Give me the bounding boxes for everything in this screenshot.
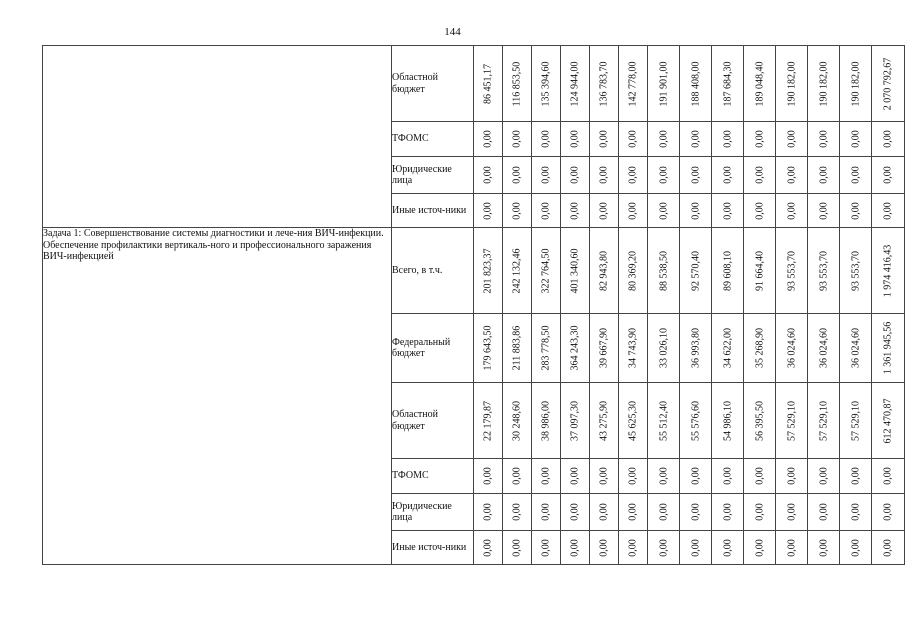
value-cell	[532, 383, 561, 459]
value-cell	[680, 194, 712, 228]
value-cell	[712, 494, 744, 531]
value-text: 0,00	[882, 201, 894, 220]
value-text: 0,00	[722, 130, 733, 148]
value-text: 1 974 416,43	[882, 244, 894, 297]
value-cell	[474, 228, 503, 314]
value-cell	[744, 194, 776, 228]
funding-source-label: Иные источ-ники	[392, 194, 474, 228]
value-cell	[532, 531, 561, 565]
value-text: 0,00	[569, 503, 581, 521]
value-text: 0,00	[818, 130, 829, 148]
value-text: 0,00	[722, 538, 733, 557]
value-text: 22 179,87	[482, 400, 494, 441]
value-text: 0,00	[850, 467, 861, 485]
table-row	[43, 228, 905, 314]
value-cell	[712, 459, 744, 494]
value-cell	[744, 459, 776, 494]
value-text: 38 986,00	[540, 400, 552, 441]
value-cell	[590, 46, 619, 122]
value-text: 0,00	[690, 166, 701, 184]
value-text: 33 026,10	[658, 328, 669, 368]
value-cell	[712, 314, 744, 383]
value-cell	[776, 383, 808, 459]
value-text: 0,00	[627, 130, 639, 148]
value-cell	[532, 46, 561, 122]
value-text: 36 993,80	[690, 328, 701, 368]
value-text: 0,00	[754, 503, 765, 521]
value-text: 116 853,50	[511, 61, 523, 106]
value-cell	[744, 122, 776, 157]
value-text: 0,00	[511, 538, 523, 557]
value-text: 0,00	[786, 201, 797, 220]
value-cell	[776, 46, 808, 122]
value-text: 36 024,60	[818, 328, 829, 368]
value-cell	[680, 228, 712, 314]
value-cell	[561, 122, 590, 157]
value-text: 211 883,86	[511, 325, 523, 371]
value-text: 0,00	[722, 503, 733, 521]
value-text: 0,00	[569, 467, 581, 485]
value-text: 0,00	[598, 503, 610, 521]
value-cell	[619, 459, 648, 494]
value-text: 43 275,90	[598, 400, 610, 441]
value-cell	[503, 531, 532, 565]
value-cell	[648, 194, 680, 228]
value-cell	[680, 531, 712, 565]
value-text: 0,00	[511, 166, 523, 184]
value-text: 88 538,50	[658, 250, 669, 291]
value-cell	[712, 531, 744, 565]
value-text: 0,00	[540, 538, 552, 557]
value-text: 0,00	[882, 538, 894, 557]
value-cell	[532, 459, 561, 494]
value-cell	[776, 157, 808, 194]
value-cell	[619, 531, 648, 565]
value-text: 0,00	[658, 201, 669, 220]
value-text: 0,00	[882, 166, 894, 184]
value-text: 0,00	[882, 503, 894, 521]
value-cell	[648, 459, 680, 494]
value-text: 0,00	[598, 467, 610, 485]
value-text: 0,00	[482, 538, 494, 557]
value-text: 0,00	[690, 467, 701, 485]
value-text: 190 182,00	[850, 61, 861, 106]
value-cell	[744, 531, 776, 565]
value-cell	[840, 194, 872, 228]
value-cell	[474, 459, 503, 494]
value-text: 0,00	[786, 467, 797, 485]
task-description: Задача 1: Совершенствование системы диагностики и лече-ния ВИЧ-инфекции. Обеспечение профилактики вертикаль-ного и профессионального заражения ВИЧ-инфекцией	[43, 228, 392, 565]
value-cell	[503, 314, 532, 383]
value-cell	[872, 46, 905, 122]
value-cell	[744, 157, 776, 194]
value-cell	[872, 459, 905, 494]
value-text: 36 024,60	[850, 328, 861, 368]
value-text: 0,00	[511, 130, 523, 148]
value-text: 0,00	[818, 538, 829, 557]
funding-source-label: Всего, в т.ч.	[392, 228, 474, 314]
value-text: 0,00	[690, 503, 701, 521]
value-cell	[872, 228, 905, 314]
value-text: 0,00	[658, 130, 669, 148]
value-text: 0,00	[540, 201, 552, 220]
value-text: 0,00	[786, 503, 797, 521]
value-text: 0,00	[482, 201, 494, 220]
value-cell	[532, 157, 561, 194]
value-cell	[648, 383, 680, 459]
value-text: 0,00	[850, 130, 861, 148]
value-cell	[840, 459, 872, 494]
value-cell	[503, 122, 532, 157]
value-text: 0,00	[627, 538, 639, 557]
value-cell	[712, 383, 744, 459]
value-text: 0,00	[850, 166, 861, 184]
value-text: 0,00	[786, 166, 797, 184]
value-text: 34 622,00	[722, 328, 733, 368]
value-cell	[808, 46, 840, 122]
value-cell	[776, 194, 808, 228]
value-cell	[474, 122, 503, 157]
value-text: 0,00	[754, 467, 765, 485]
funding-source-label: Областной бюджет	[392, 46, 474, 122]
value-cell	[648, 228, 680, 314]
value-cell	[561, 494, 590, 531]
value-cell	[648, 46, 680, 122]
value-cell	[561, 194, 590, 228]
value-text: 242 132,46	[511, 248, 523, 293]
value-text: 37 097,30	[569, 400, 581, 441]
value-cell	[744, 314, 776, 383]
value-cell	[648, 157, 680, 194]
value-cell	[474, 157, 503, 194]
value-text: 0,00	[511, 201, 523, 220]
value-cell	[619, 383, 648, 459]
value-text: 0,00	[598, 166, 610, 184]
page-number: 144	[444, 26, 461, 38]
value-text: 0,00	[818, 503, 829, 521]
value-cell	[712, 122, 744, 157]
value-cell	[474, 383, 503, 459]
value-text: 0,00	[818, 201, 829, 220]
value-cell	[590, 228, 619, 314]
value-cell	[808, 194, 840, 228]
value-text: 401 340,60	[569, 248, 581, 293]
value-cell	[561, 383, 590, 459]
value-cell	[744, 383, 776, 459]
value-cell	[561, 459, 590, 494]
value-cell	[680, 46, 712, 122]
value-cell	[712, 157, 744, 194]
value-text: 54 986,10	[722, 400, 733, 441]
value-cell	[590, 314, 619, 383]
value-cell	[648, 122, 680, 157]
value-cell	[532, 122, 561, 157]
funding-source-label: Областной бюджет	[392, 383, 474, 459]
funding-source-label: Юридические лица	[392, 157, 474, 194]
table-body	[43, 46, 905, 565]
value-text: 201 823,37	[482, 248, 494, 293]
value-text: 89 608,10	[722, 250, 733, 291]
value-text: 55 576,60	[690, 400, 701, 441]
value-cell	[561, 228, 590, 314]
value-text: 1 361 945,56	[882, 321, 894, 375]
value-text: 0,00	[569, 201, 581, 220]
value-text: 0,00	[722, 166, 733, 184]
value-cell	[619, 228, 648, 314]
value-cell	[590, 494, 619, 531]
value-cell	[680, 459, 712, 494]
value-cell	[744, 46, 776, 122]
funding-source-label: ТФОМС	[392, 122, 474, 157]
value-cell	[503, 46, 532, 122]
value-text: 0,00	[690, 538, 701, 557]
value-cell	[474, 314, 503, 383]
value-cell	[561, 46, 590, 122]
value-text: 2 070 792,67	[882, 57, 894, 110]
value-cell	[532, 194, 561, 228]
value-cell	[872, 122, 905, 157]
value-text: 0,00	[569, 538, 581, 557]
value-text: 179 643,50	[482, 325, 494, 371]
value-text: 0,00	[482, 503, 494, 521]
value-text: 0,00	[658, 467, 669, 485]
value-cell	[776, 314, 808, 383]
value-text: 0,00	[598, 538, 610, 557]
value-cell	[840, 494, 872, 531]
value-text: 191 901,00	[658, 61, 669, 106]
value-text: 0,00	[598, 201, 610, 220]
value-text: 283 778,50	[540, 325, 552, 371]
value-text: 124 944,00	[569, 61, 581, 106]
value-cell	[776, 531, 808, 565]
value-text: 0,00	[882, 130, 894, 148]
value-text: 187 684,30	[722, 61, 733, 106]
value-cell	[619, 157, 648, 194]
value-text: 35 268,90	[754, 328, 765, 368]
value-text: 0,00	[627, 166, 639, 184]
value-text: 91 664,40	[754, 250, 765, 291]
value-cell	[561, 157, 590, 194]
value-text: 612 470,87	[882, 398, 894, 443]
value-cell	[561, 531, 590, 565]
value-cell	[744, 494, 776, 531]
value-text: 0,00	[627, 503, 639, 521]
value-cell	[503, 157, 532, 194]
value-text: 0,00	[540, 467, 552, 485]
value-text: 0,00	[786, 538, 797, 557]
value-cell	[474, 531, 503, 565]
value-text: 57 529,10	[786, 400, 797, 441]
value-text: 39 667,90	[598, 328, 610, 368]
value-cell	[840, 314, 872, 383]
value-cell	[532, 228, 561, 314]
value-cell	[872, 494, 905, 531]
value-text: 45 625,30	[627, 400, 639, 441]
value-cell	[808, 228, 840, 314]
value-text: 0,00	[850, 538, 861, 557]
value-text: 0,00	[627, 467, 639, 485]
value-cell	[503, 228, 532, 314]
value-text: 34 743,90	[627, 328, 639, 368]
value-cell	[840, 122, 872, 157]
value-text: 0,00	[882, 467, 894, 485]
value-text: 322 764,50	[540, 248, 552, 293]
value-cell	[474, 194, 503, 228]
value-text: 0,00	[818, 467, 829, 485]
table-row	[43, 46, 905, 122]
value-text: 0,00	[818, 166, 829, 184]
value-text: 0,00	[754, 166, 765, 184]
value-text: 0,00	[754, 130, 765, 148]
value-text: 0,00	[658, 538, 669, 557]
value-cell	[648, 314, 680, 383]
value-text: 0,00	[690, 130, 701, 148]
value-cell	[808, 459, 840, 494]
value-cell	[840, 383, 872, 459]
value-cell	[680, 494, 712, 531]
value-text: 0,00	[482, 130, 494, 148]
value-cell	[776, 228, 808, 314]
value-cell	[561, 314, 590, 383]
value-text: 93 553,70	[818, 250, 829, 291]
value-cell	[808, 314, 840, 383]
value-cell	[590, 194, 619, 228]
value-text: 0,00	[658, 166, 669, 184]
value-text: 0,00	[722, 201, 733, 220]
value-text: 30 248,60	[511, 400, 523, 441]
value-cell	[474, 46, 503, 122]
value-cell	[648, 494, 680, 531]
value-text: 0,00	[482, 166, 494, 184]
value-text: 56 395,50	[754, 400, 765, 441]
value-text: 36 024,60	[786, 328, 797, 368]
value-text: 0,00	[540, 503, 552, 521]
funding-source-label: Юридические лица	[392, 494, 474, 531]
value-text: 0,00	[598, 130, 610, 148]
value-cell	[619, 314, 648, 383]
value-cell	[619, 122, 648, 157]
funding-source-label: Иные источ-ники	[392, 531, 474, 565]
value-cell	[776, 122, 808, 157]
value-cell	[619, 494, 648, 531]
funding-table	[42, 45, 905, 565]
value-text: 55 512,40	[658, 400, 669, 441]
value-cell	[680, 383, 712, 459]
value-cell	[590, 531, 619, 565]
value-text: 0,00	[540, 130, 552, 148]
value-text: 0,00	[690, 201, 701, 220]
value-text: 0,00	[569, 130, 581, 148]
task-cell-empty	[43, 46, 392, 228]
value-text: 57 529,10	[850, 400, 861, 441]
value-cell	[808, 383, 840, 459]
value-cell	[680, 314, 712, 383]
value-text: 190 182,00	[786, 61, 797, 106]
value-text: 0,00	[627, 201, 639, 220]
value-text: 0,00	[786, 130, 797, 148]
value-text: 188 408,00	[690, 61, 701, 106]
value-text: 0,00	[511, 503, 523, 521]
value-text: 86 451,17	[482, 63, 494, 104]
value-text: 57 529,10	[818, 400, 829, 441]
value-cell	[503, 459, 532, 494]
value-cell	[503, 494, 532, 531]
value-cell	[590, 122, 619, 157]
value-cell	[619, 46, 648, 122]
value-cell	[808, 531, 840, 565]
value-text: 0,00	[850, 201, 861, 220]
value-cell	[680, 122, 712, 157]
value-text: 82 943,80	[598, 250, 610, 291]
value-text: 142 778,00	[627, 61, 639, 106]
value-cell	[872, 531, 905, 565]
value-text: 135 394,60	[540, 61, 552, 106]
value-cell	[840, 46, 872, 122]
value-cell	[872, 314, 905, 383]
value-cell	[590, 459, 619, 494]
value-text: 0,00	[850, 503, 861, 521]
value-cell	[872, 194, 905, 228]
value-cell	[872, 157, 905, 194]
value-text: 0,00	[658, 503, 669, 521]
value-text: 0,00	[482, 467, 494, 485]
value-cell	[808, 122, 840, 157]
value-text: 92 570,40	[690, 250, 701, 291]
value-text: 0,00	[722, 467, 733, 485]
value-text: 0,00	[511, 467, 523, 485]
value-cell	[808, 157, 840, 194]
value-cell	[590, 157, 619, 194]
value-cell	[776, 459, 808, 494]
value-cell	[590, 383, 619, 459]
value-cell	[808, 494, 840, 531]
value-cell	[840, 157, 872, 194]
value-cell	[503, 383, 532, 459]
value-cell	[776, 494, 808, 531]
funding-source-label: Федеральный бюджет	[392, 314, 474, 383]
value-text: 0,00	[540, 166, 552, 184]
value-cell	[648, 531, 680, 565]
value-cell	[712, 46, 744, 122]
value-cell	[840, 228, 872, 314]
value-text: 93 553,70	[786, 250, 797, 291]
value-cell	[680, 157, 712, 194]
value-text: 189 048,40	[754, 61, 765, 106]
value-text: 190 182,00	[818, 61, 829, 106]
value-cell	[744, 228, 776, 314]
value-text: 136 783,70	[598, 61, 610, 106]
value-text: 0,00	[754, 201, 765, 220]
value-text: 93 553,70	[850, 250, 861, 291]
value-cell	[503, 194, 532, 228]
value-cell	[712, 228, 744, 314]
funding-source-label: ТФОМС	[392, 459, 474, 494]
value-cell	[619, 194, 648, 228]
value-text: 364 243,30	[569, 325, 581, 371]
value-cell	[712, 194, 744, 228]
value-text: 80 369,20	[627, 250, 639, 291]
value-cell	[840, 531, 872, 565]
value-text: 0,00	[569, 166, 581, 184]
value-cell	[532, 314, 561, 383]
value-text: 0,00	[754, 538, 765, 557]
value-cell	[474, 494, 503, 531]
value-cell	[532, 494, 561, 531]
value-cell	[872, 383, 905, 459]
